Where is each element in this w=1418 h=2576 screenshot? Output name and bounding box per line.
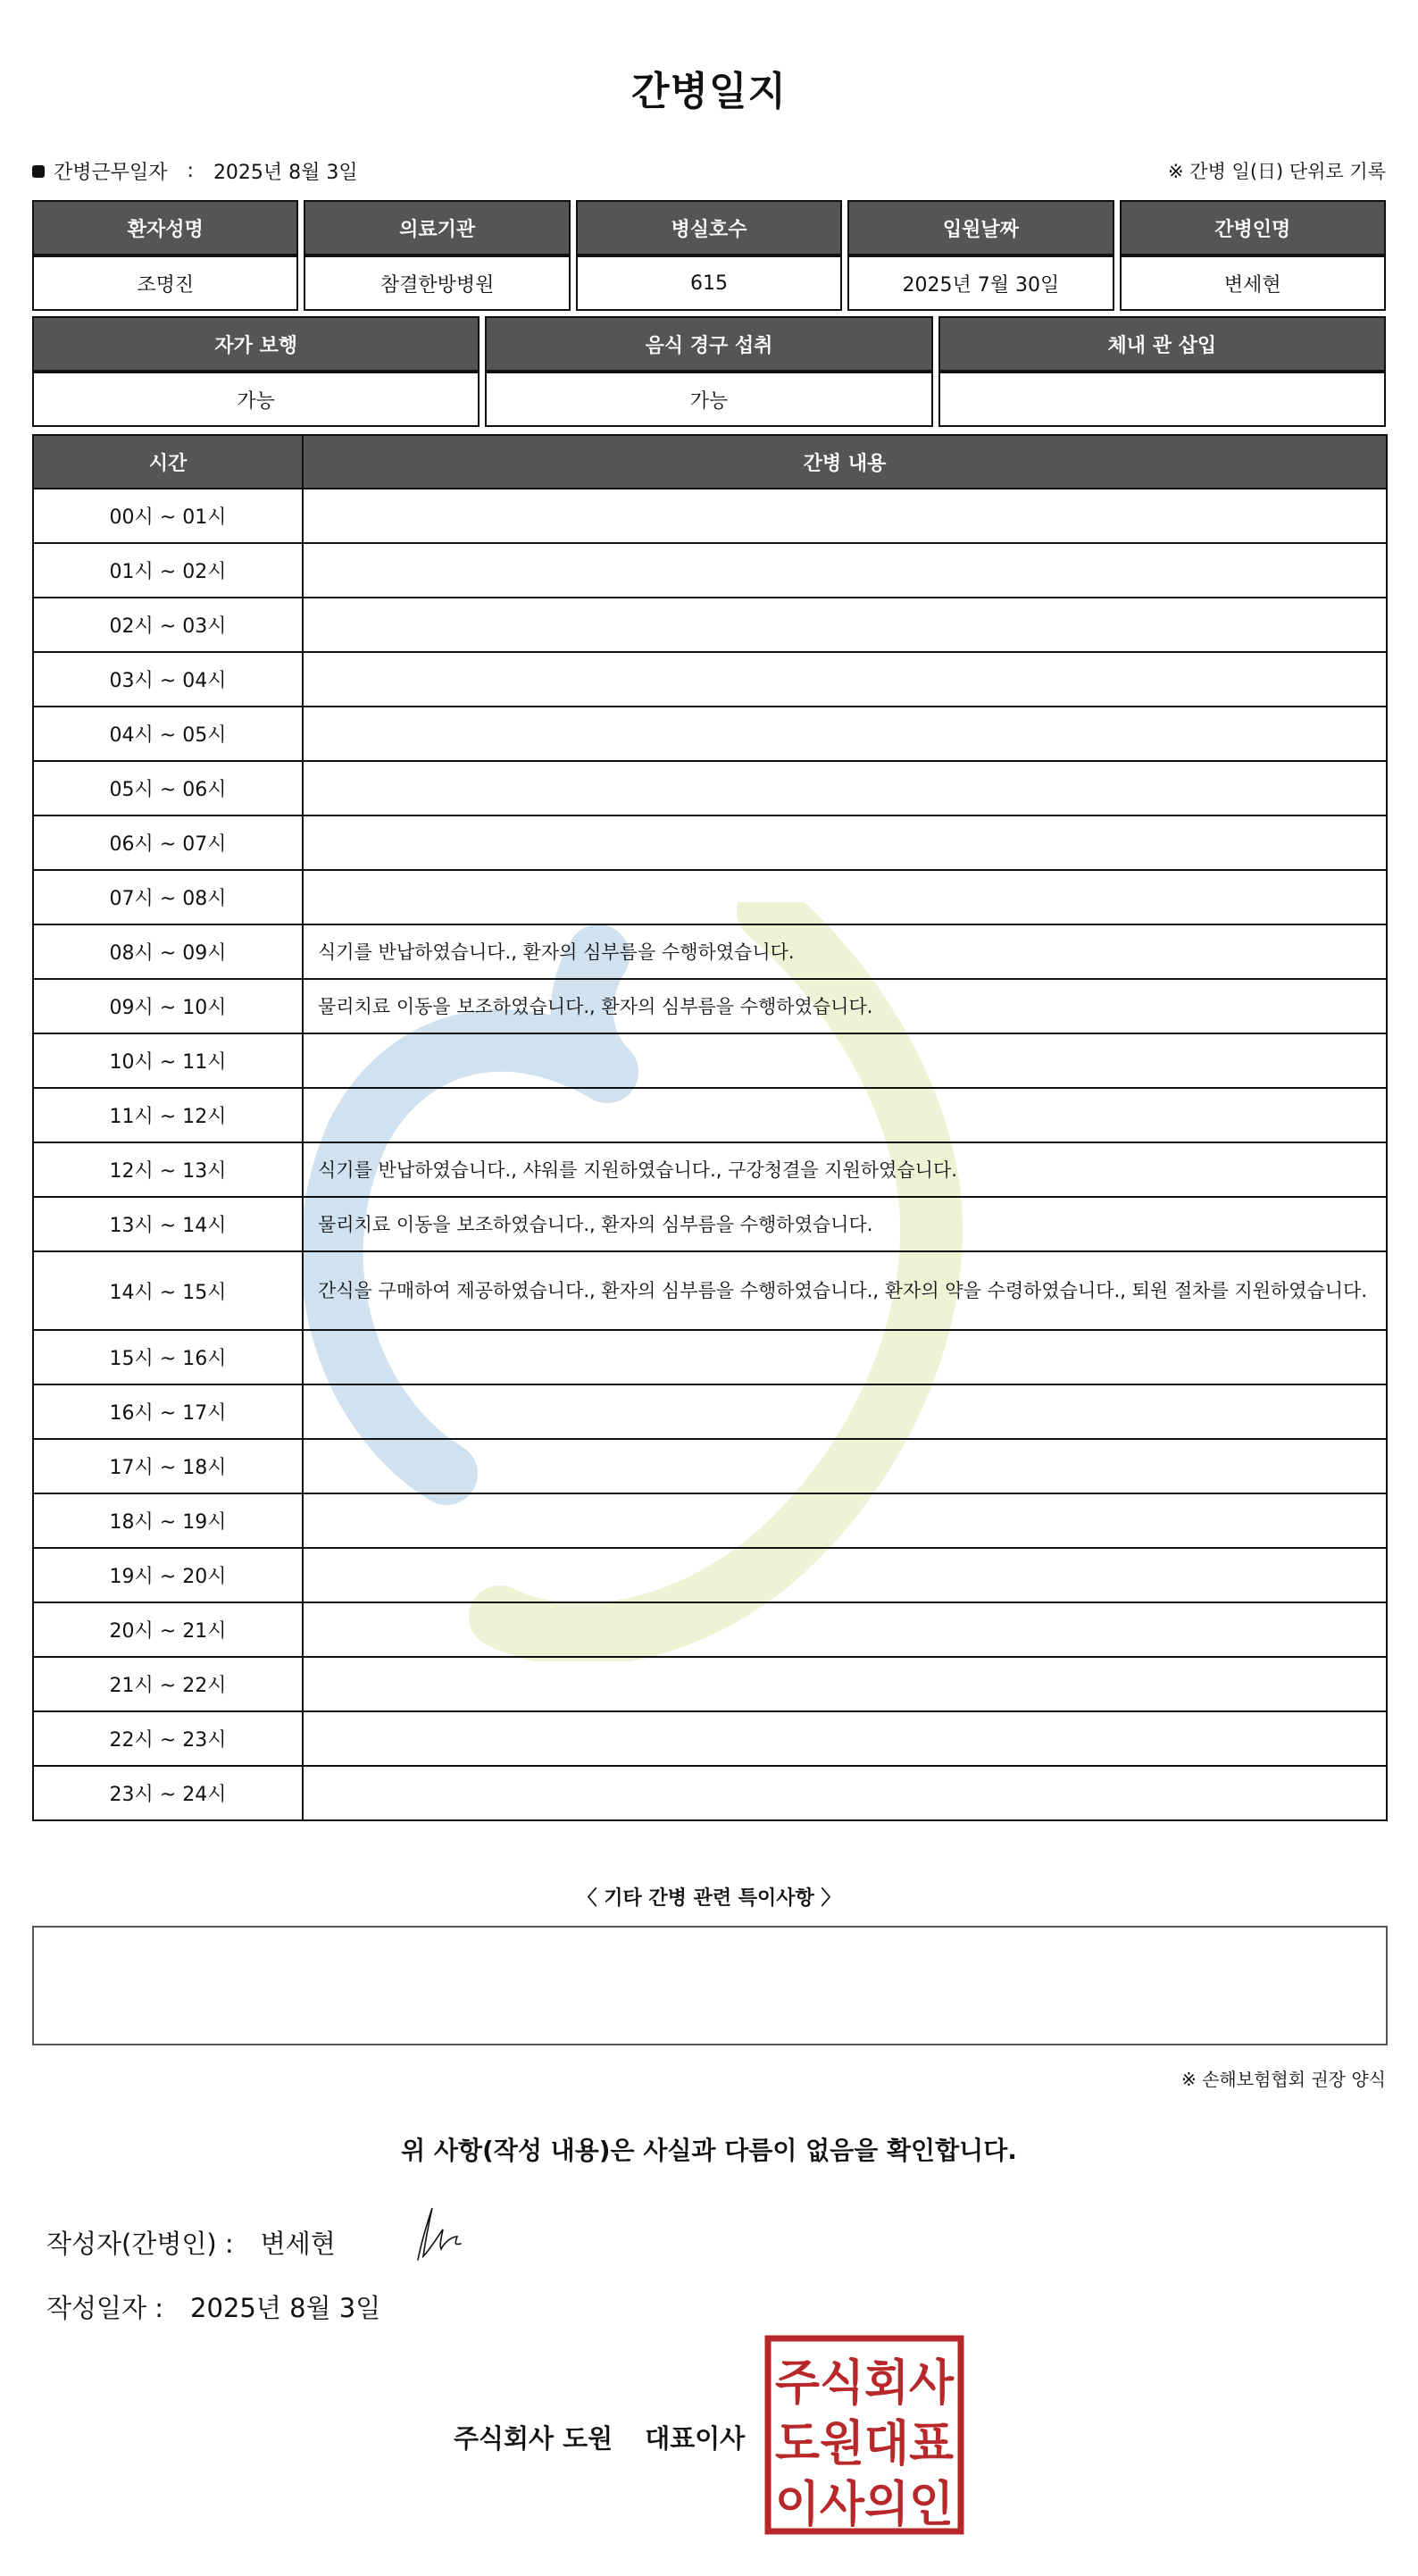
status-header-row xyxy=(32,316,1386,372)
header-admission-date: 입원날짜 xyxy=(847,200,1114,255)
log-content-cell xyxy=(303,1330,1387,1384)
log-row xyxy=(33,1251,1387,1330)
log-content-cell xyxy=(303,1493,1387,1548)
log-content-cell xyxy=(303,598,1387,652)
work-date-separator: : xyxy=(187,160,194,182)
log-row xyxy=(33,1033,1387,1088)
hourly-care-log-table xyxy=(32,434,1388,1821)
log-time-cell: 00시 ~ 01시 xyxy=(33,489,303,543)
log-content-cell: 물리치료 이동을 보조하였습니다., 환자의 심부름을 수행하였습니다. xyxy=(303,979,1387,1033)
log-row xyxy=(33,924,1387,979)
company-signature-line xyxy=(454,2419,745,2455)
log-row xyxy=(33,1439,1387,1493)
log-row xyxy=(33,707,1387,761)
log-row xyxy=(33,979,1387,1033)
log-time-cell: 10시 ~ 11시 xyxy=(33,1033,303,1088)
log-time-cell: 09시 ~ 10시 xyxy=(33,979,303,1033)
log-row xyxy=(33,1142,1387,1197)
log-content-cell xyxy=(303,815,1387,870)
log-row xyxy=(33,489,1387,543)
header-caregiver-name: 간병인명 xyxy=(1120,200,1386,255)
log-time-cell: 12시 ~ 13시 xyxy=(33,1142,303,1197)
log-content-cell xyxy=(303,1657,1387,1711)
log-content-cell xyxy=(303,1088,1387,1142)
log-time-cell: 18시 ~ 19시 xyxy=(33,1493,303,1548)
log-content-cell xyxy=(303,1439,1387,1493)
log-row xyxy=(33,598,1387,652)
log-content-cell: 식기를 반납하였습니다., 샤워를 지원하였습니다., 구강청결을 지원하였습니다. xyxy=(303,1142,1387,1197)
log-content-cell: 물리치료 이동을 보조하였습니다., 환자의 심부름을 수행하였습니다. xyxy=(303,1197,1387,1251)
tube-insertion-value xyxy=(938,372,1386,427)
log-time-cell: 23시 ~ 24시 xyxy=(33,1766,303,1820)
log-row xyxy=(33,1548,1387,1602)
log-row xyxy=(33,652,1387,707)
caregiver-name-value: 변세현 xyxy=(1120,255,1386,311)
author-name: 변세현 xyxy=(260,2229,336,2259)
log-content-cell xyxy=(303,489,1387,543)
work-date-value: 2025년 8월 3일 xyxy=(213,162,358,184)
header-tube-insertion: 체내 관 삽입 xyxy=(938,316,1386,372)
header-patient-name: 환자성명 xyxy=(32,200,298,255)
log-content-cell xyxy=(303,1602,1387,1657)
log-row xyxy=(33,1711,1387,1766)
patient-name-value: 조명진 xyxy=(32,255,298,311)
log-content-cell xyxy=(303,1384,1387,1439)
document-title: 간병일지 xyxy=(630,69,787,114)
log-content-cell xyxy=(303,870,1387,924)
seal-line: 도원대표 xyxy=(775,2415,954,2471)
special-notes-box xyxy=(32,1926,1388,2045)
company-seal-stamp xyxy=(764,2335,964,2535)
log-time-cell: 19시 ~ 20시 xyxy=(33,1548,303,1602)
recommended-form-note: ※ 손해보험협회 권장 양식 xyxy=(1180,2069,1386,2090)
log-content-cell xyxy=(303,1548,1387,1602)
written-date-label: 작성일자 : xyxy=(46,2293,164,2323)
log-content-cell: 식기를 반납하였습니다., 환자의 심부름을 수행하였습니다. xyxy=(303,924,1387,979)
log-row xyxy=(33,1657,1387,1711)
log-row xyxy=(33,1088,1387,1142)
log-time-cell: 11시 ~ 12시 xyxy=(33,1088,303,1142)
log-time-cell: 08시 ~ 09시 xyxy=(33,924,303,979)
patient-status-table xyxy=(27,316,1391,427)
log-time-cell: 22시 ~ 23시 xyxy=(33,1711,303,1766)
written-date-row xyxy=(46,2288,380,2325)
log-time-cell: 13시 ~ 14시 xyxy=(33,1197,303,1251)
header-time: 시간 xyxy=(33,435,303,489)
seal-line: 이사의인 xyxy=(775,2476,954,2532)
log-row xyxy=(33,1493,1387,1548)
log-header-row xyxy=(33,435,1387,489)
log-time-cell: 04시 ~ 05시 xyxy=(33,707,303,761)
record-unit-note: ※ 간병 일(日) 단위로 기록 xyxy=(1168,161,1386,182)
log-time-cell: 14시 ~ 15시 xyxy=(33,1251,303,1330)
author-row xyxy=(46,2224,336,2261)
log-time-cell: 20시 ~ 21시 xyxy=(33,1602,303,1657)
log-content-cell xyxy=(303,1711,1387,1766)
log-row xyxy=(33,1766,1387,1820)
log-time-cell: 01시 ~ 02시 xyxy=(33,543,303,598)
header-hospital: 의료기관 xyxy=(304,200,570,255)
oral-intake-value: 가능 xyxy=(485,372,932,427)
log-content-cell xyxy=(303,1766,1387,1820)
self-walking-value: 가능 xyxy=(32,372,480,427)
patient-info-header-row xyxy=(32,200,1386,255)
header-room-number: 병실호수 xyxy=(576,200,842,255)
log-content-cell: 간식을 구매하여 제공하였습니다., 환자의 심부름을 수행하였습니다., 환자의 약을 수령하였습니다., 퇴원 절차를 지원하였습니다. xyxy=(303,1251,1387,1330)
log-row xyxy=(33,815,1387,870)
header-oral-intake: 음식 경구 섭취 xyxy=(485,316,932,372)
log-time-cell: 06시 ~ 07시 xyxy=(33,815,303,870)
log-time-cell: 03시 ~ 04시 xyxy=(33,652,303,707)
header-care-content: 간병 내용 xyxy=(303,435,1387,489)
header-self-walking: 자가 보행 xyxy=(32,316,480,372)
log-row xyxy=(33,1330,1387,1384)
log-row xyxy=(33,1197,1387,1251)
work-date-row xyxy=(32,157,358,185)
author-label: 작성자(간병인) : xyxy=(46,2229,234,2259)
company-name: 주식회사 도원 xyxy=(454,2423,613,2454)
log-row xyxy=(33,1602,1387,1657)
special-notes-title: 〈 기타 간병 관련 특이사항 〉 xyxy=(577,1887,841,1910)
confirmation-statement: 위 사항(작성 내용)은 사실과 다름이 없음을 확인합니다. xyxy=(401,2136,1017,2165)
log-time-cell: 17시 ~ 18시 xyxy=(33,1439,303,1493)
work-date-label: 간병근무일자 xyxy=(54,162,168,184)
handwritten-signature xyxy=(402,2197,473,2269)
log-time-cell: 21시 ~ 22시 xyxy=(33,1657,303,1711)
log-content-cell xyxy=(303,652,1387,707)
log-time-cell: 05시 ~ 06시 xyxy=(33,761,303,815)
hospital-value: 참결한방병원 xyxy=(304,255,570,311)
status-value-row xyxy=(32,372,1386,427)
patient-info-table xyxy=(27,200,1391,311)
log-time-cell: 02시 ~ 03시 xyxy=(33,598,303,652)
seal-line: 주식회사 xyxy=(775,2354,955,2411)
patient-info-value-row xyxy=(32,255,1386,311)
admission-date-value: 2025년 7월 30일 xyxy=(847,255,1114,311)
log-row xyxy=(33,870,1387,924)
log-row xyxy=(33,543,1387,598)
log-row xyxy=(33,761,1387,815)
log-content-cell xyxy=(303,1033,1387,1088)
ceo-label: 대표이사 xyxy=(645,2423,746,2454)
room-number-value: 615 xyxy=(576,255,842,311)
written-date-value: 2025년 8월 3일 xyxy=(190,2293,381,2323)
log-time-cell: 15시 ~ 16시 xyxy=(33,1330,303,1384)
bullet-square-icon xyxy=(32,165,45,178)
log-time-cell: 16시 ~ 17시 xyxy=(33,1384,303,1439)
log-content-cell xyxy=(303,707,1387,761)
log-content-cell xyxy=(303,543,1387,598)
log-content-cell xyxy=(303,761,1387,815)
log-time-cell: 07시 ~ 08시 xyxy=(33,870,303,924)
log-row xyxy=(33,1384,1387,1439)
